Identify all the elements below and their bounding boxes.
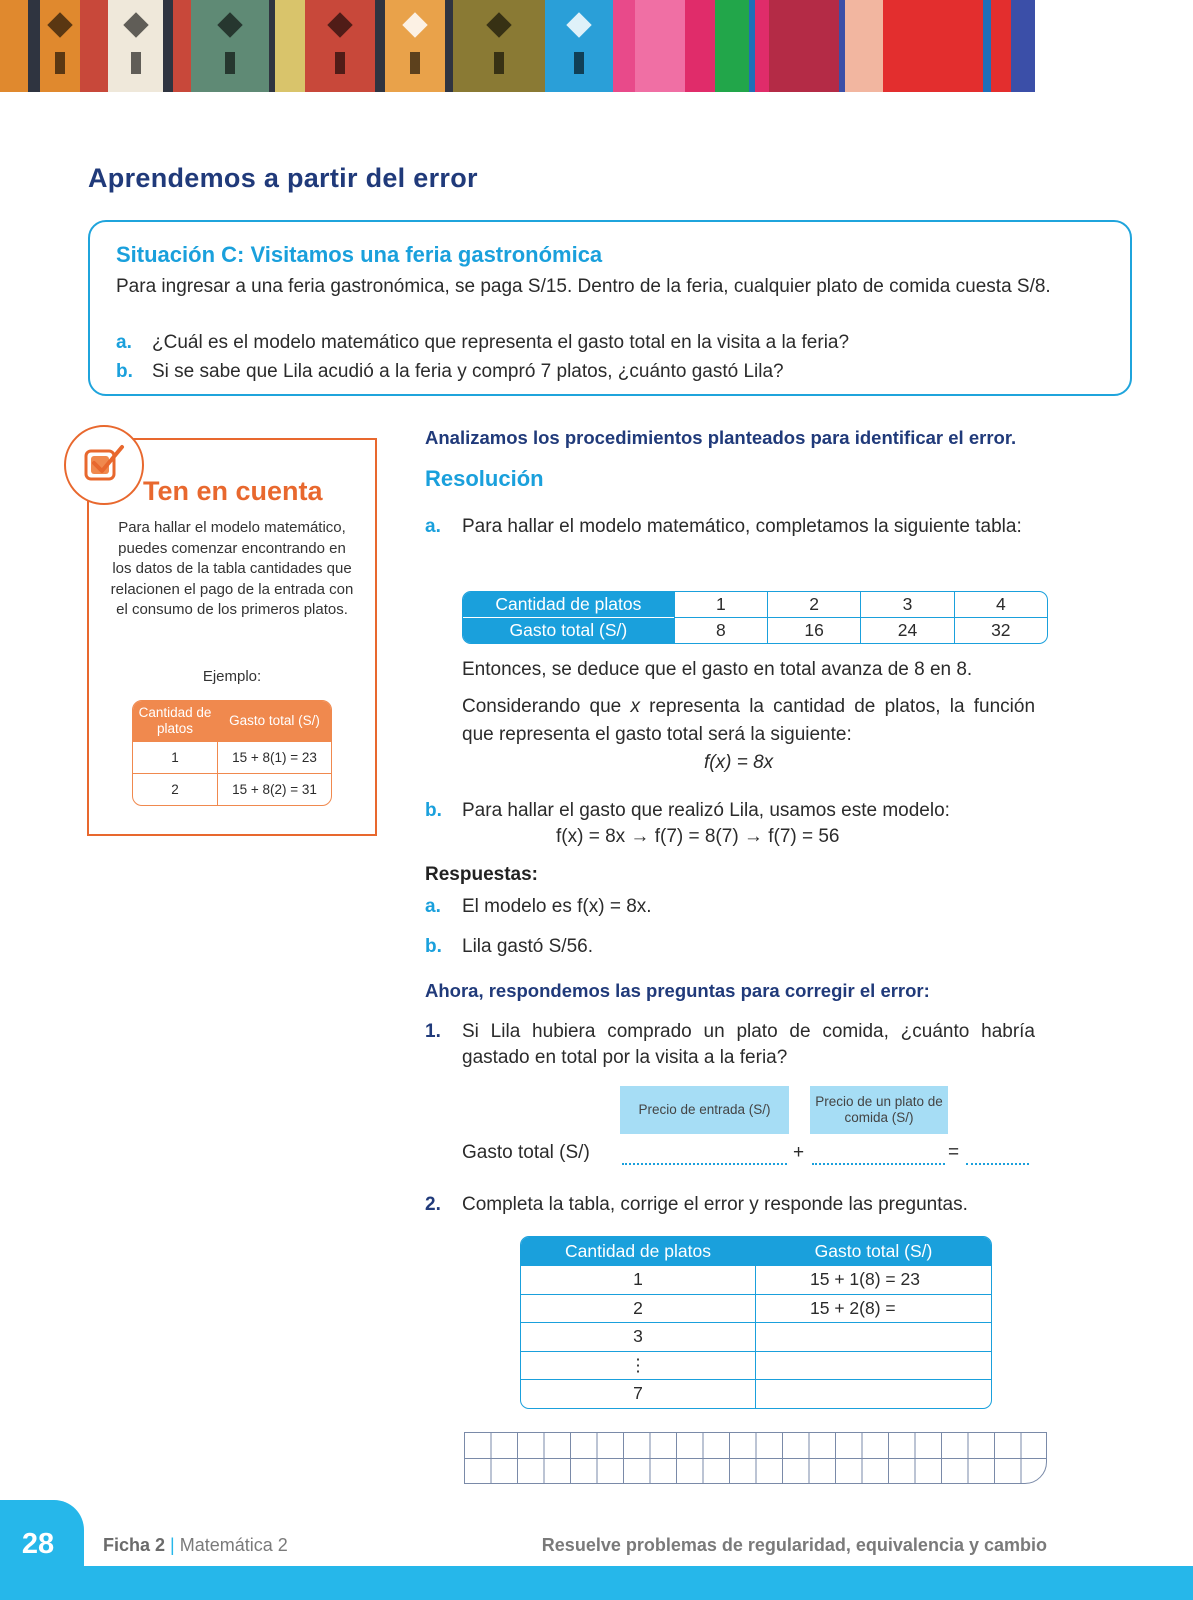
header-pattern-mark [55,52,65,74]
table-cell: 1 [133,741,217,773]
table-cell[interactable] [755,1322,991,1351]
table-cell: 15 + 8(2) = 31 [217,773,331,805]
entry-price-label: Precio de entrada (S/) [620,1086,789,1134]
header-stripe [305,0,375,92]
table-cell: 15 + 1(8) = 23 [755,1265,991,1294]
table-cell[interactable]: 15 + 2(8) = [755,1294,991,1323]
equals-sign: = [948,1142,960,1163]
item-letter: a. [425,516,441,537]
question-text: Si se sabe que Lila acudió a la feria y compró 7 platos, ¿cuánto gastó Lila? [152,361,784,382]
text-part: representa la cantidad de platos, la función que representa el gasto total será la siguiente: [462,696,1036,745]
item-text: Lila gastó S/56. [462,936,593,957]
header-pattern-mark [217,12,242,37]
page-title: Aprendemos a partir del error [88,163,478,193]
subject-label: Matemática 2 [179,1535,288,1555]
table-cell: 3 [521,1322,755,1351]
item-letter: b. [425,800,442,821]
situation-question-b [116,361,784,383]
resolution-item-a [425,514,1035,570]
answer-b [425,934,1045,960]
header-stripe [445,0,453,92]
header-stripe [685,0,715,92]
plus-sign: + [793,1142,805,1163]
header-pattern-mark [47,12,72,37]
table-cell: 2 [767,592,860,617]
header-stripe [375,0,385,92]
table-header: Gasto total (S/) [755,1237,991,1265]
table-cell: 1 [521,1265,755,1294]
header-pattern-mark [327,12,352,37]
table-cell: 2 [133,773,217,805]
situation-title: Situación C: Visitamos una feria gastronómica [116,242,603,267]
header-pattern-mark [494,52,504,74]
deduce-text: Entonces, se deduce que el gasto en total avanza de 8 en 8. [462,659,973,680]
situation-text: Para ingresar a una feria gastronómica, se paga S/15. Dentro de la feria, cualquier plato de comida cuesta S/8. [116,276,1051,297]
analyze-heading: Analizamos los procedimientos planteados para identificar el error. [425,427,1017,448]
table-row [463,617,1047,643]
table-cell[interactable] [755,1379,991,1408]
correction-heading: Ahora, respondemos las preguntas para corregir el error: [425,980,930,1001]
table-cell: 4 [954,592,1047,617]
table-row [521,1351,991,1380]
header-stripe [385,0,445,92]
table-cell: 3 [860,592,953,617]
resolution-item-b [425,798,1045,824]
header-stripe [755,0,769,92]
completion-table [520,1236,992,1409]
header-stripe [40,0,80,92]
header-stripe [163,0,173,92]
situation-box [88,220,1132,396]
question-text: ¿Cuál es el modelo matemático que representa el gasto total en la visita a la feria? [152,332,850,353]
text-part: Considerando que [462,696,622,717]
table-cell: 7 [521,1379,755,1408]
ficha-label: Ficha 2 [103,1535,166,1555]
header-stripe [983,0,991,92]
header-stripe [173,0,191,92]
table-cell: 16 [767,617,860,643]
header-pattern-mark [335,52,345,74]
table-row [521,1265,991,1294]
table-header-row [521,1237,991,1265]
question-1 [425,1019,1045,1071]
tip-box [87,438,377,836]
values-table [462,591,1048,644]
answers-heading: Respuestas: [425,864,538,885]
evaluation-formula: f(x) = 8x → f(7) = 8(7) → f(7) = 56 [556,826,840,847]
header-stripe [1011,0,1035,92]
header-stripe [845,0,883,92]
table-header: Cantidad de platos [133,701,217,741]
table-cell: 2 [521,1294,755,1323]
header-pattern-mark [402,12,427,37]
table-cell: 15 + 8(1) = 23 [217,741,331,773]
table-row [133,773,331,805]
header-stripe [275,0,305,92]
table-cell: 1 [674,592,767,617]
table-cell: 32 [954,617,1047,643]
header-stripe [883,0,983,92]
item-number: 1. [425,1021,441,1042]
item-number: 2. [425,1194,441,1215]
question-letter: a. [116,332,132,353]
situation-question-a [116,332,849,354]
tip-example-table [132,700,332,806]
item-text: Completa la tabla, corrige el error y responde las preguntas. [462,1194,968,1215]
variable: x [630,696,640,717]
table-row [463,592,1047,617]
item-text: Si Lila hubiera comprado un plato de comida, ¿cuánto habría gastado en total por la visita a la feria? [462,1021,1035,1068]
table-row [521,1322,991,1351]
header-pattern-mark [225,52,235,74]
footer-bar [0,1566,1193,1600]
header-pattern-mark [574,52,584,74]
tip-example-label: Ejemplo: [202,668,262,685]
considering-text [462,693,1035,749]
entry-price-blank[interactable] [622,1163,787,1165]
header-stripe [635,0,685,92]
checklist-icon-badge [64,425,144,505]
header-stripe [453,0,545,92]
item-text: Para hallar el gasto que realizó Lila, usamos este modelo: [462,800,950,821]
header-stripe [0,0,28,92]
footer-ficha [103,1535,288,1556]
resolution-heading: Resolución [425,466,544,491]
header-pattern-mark [131,52,141,74]
plate-price-label: Precio de un plato de comida (S/) [810,1086,948,1134]
footer-competence: Resuelve problemas de regularidad, equivalencia y cambio [541,1535,1047,1555]
writing-grid[interactable] [464,1432,1047,1484]
header-stripe [80,0,108,92]
checklist-icon [82,441,126,485]
table-row [521,1294,991,1323]
table-cell: ⋮ [521,1351,755,1380]
answer-a [425,894,1045,920]
plate-price-blank[interactable] [812,1163,945,1165]
page-number-tab [0,1500,84,1600]
item-letter: a. [425,896,441,917]
table-row [133,741,331,773]
header-stripe [191,0,269,92]
function-formula: f(x) = 8x [704,752,774,773]
header-stripe [613,0,635,92]
item-letter: b. [425,936,442,957]
table-header: Cantidad de platos [521,1237,755,1265]
table-header: Gasto total (S/) [217,701,331,741]
table-header: Gasto total (S/) [463,617,674,643]
question-2 [425,1192,1045,1218]
table-cell: 8 [674,617,767,643]
header-pattern-mark [410,52,420,74]
header-stripe [28,0,40,92]
table-row [521,1379,991,1408]
header-stripe [715,0,749,92]
decorative-header-band [0,0,1193,92]
header-pattern-mark [486,12,511,37]
header-pattern-mark [566,12,591,37]
header-pattern-mark [123,12,148,37]
footer-separator: | [170,1535,175,1555]
table-header: Cantidad de platos [463,592,674,617]
header-stripe [769,0,839,92]
table-cell: 24 [860,617,953,643]
tip-title: Ten en cuenta [143,476,323,506]
header-stripe [108,0,163,92]
header-stripe [991,0,1011,92]
header-stripe [545,0,613,92]
total-cost-label: Gasto total (S/) [462,1142,590,1163]
tip-text: Para hallar el modelo matemático, puedes comenzar encontrando en los datos de la tabla cantidades que relacionen el pago de la entrada con el consumo de los primeros platos. [110,519,354,618]
total-blank[interactable] [966,1163,1029,1165]
question-letter: b. [116,361,133,382]
table-cell[interactable] [755,1351,991,1380]
page-number: 28 [21,1528,55,1560]
item-text: El modelo es f(x) = 8x. [462,896,652,917]
item-text: Para hallar el modelo matemático, completamos la siguiente tabla: [462,516,1022,537]
table-header-row [133,701,331,741]
